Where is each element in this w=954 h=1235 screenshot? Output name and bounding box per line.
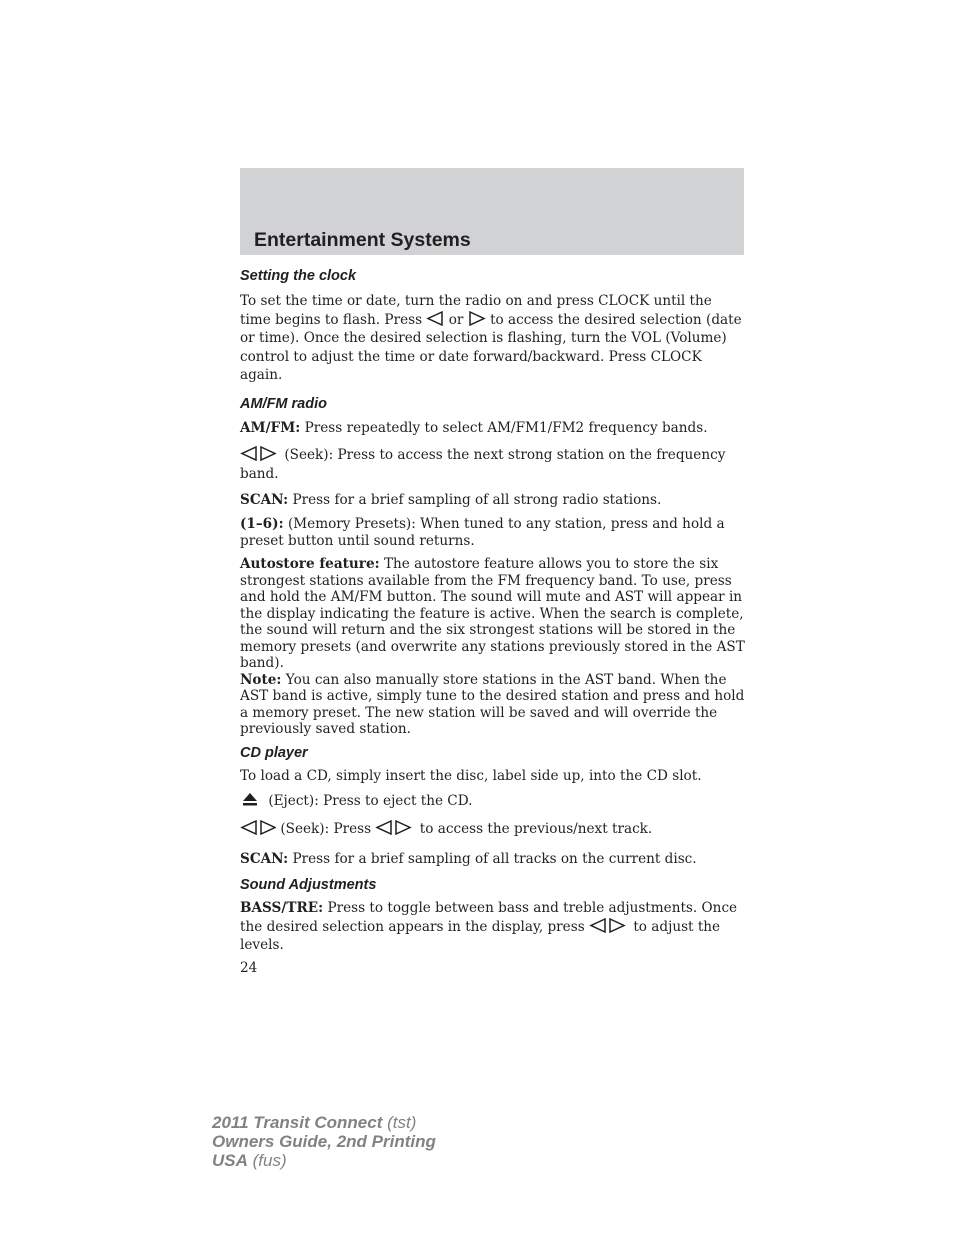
cd-scan-label: SCAN: bbox=[240, 851, 289, 867]
note-label: Note: bbox=[240, 671, 282, 688]
section-header-band bbox=[240, 168, 744, 255]
paragraph-amfm-seek bbox=[240, 446, 745, 483]
paragraph-autostore bbox=[240, 556, 745, 738]
amfm-text: Press repeatedly to select AM/FM1/FM2 frequency bands. bbox=[304, 420, 708, 436]
paragraph-cd-seek bbox=[240, 820, 745, 839]
footer-region: USA bbox=[212, 1151, 248, 1170]
cd-seek-text-b: to access the previous/next track. bbox=[419, 821, 653, 837]
paragraph-cd-eject bbox=[240, 792, 745, 810]
eject-icon bbox=[240, 792, 264, 807]
presets-label: (1–6): bbox=[240, 516, 284, 532]
paragraph-cd-scan bbox=[240, 851, 745, 868]
seek-left-icon bbox=[240, 820, 258, 835]
footer-model-code: (tst) bbox=[387, 1113, 417, 1132]
seek-right-icon bbox=[393, 820, 415, 835]
clock-text-or: or bbox=[448, 311, 464, 328]
paragraph-bass-treble bbox=[240, 899, 745, 955]
bass-text-a: Press to toggle between bass and treble adjustments. Once the desired selection appears in the display, press bbox=[240, 900, 738, 935]
cd-load-text: To load a CD, simply insert the disc, label side up, into the CD slot. bbox=[240, 768, 702, 784]
footer-region-code: (fus) bbox=[252, 1151, 287, 1170]
autostore-text: The autostore feature allows you to store the six strongest stations available from the FM frequency band. To use, press and hold the AM/FM button. The sound will mute and AST will appear in the display indicating the feature is active. When the search is complete, the sound will return and the six strongest stations will be stored in the memory presets (and overwrite any stations previously stored in the AST band). bbox=[240, 556, 745, 671]
seek-right-icon bbox=[258, 446, 280, 461]
cd-eject-text: (Eject): Press to eject the CD. bbox=[268, 793, 473, 809]
paragraph-amfm bbox=[240, 420, 745, 437]
clock-text-a: To set the time or date, turn the radio on and press CLOCK until the time begins to flash. Press bbox=[240, 293, 712, 328]
seek-left-icon bbox=[240, 446, 258, 461]
seek-left-icon bbox=[426, 311, 444, 326]
presets-text: (Memory Presets): When tuned to any station, press and hold a preset button until sound returns. bbox=[240, 516, 725, 549]
bass-label: BASS/TRE: bbox=[240, 900, 324, 916]
seek-right-icon bbox=[607, 918, 629, 933]
footer-guide: Owners Guide, 2nd Printing bbox=[212, 1132, 436, 1151]
clock-text-b: to access the desired selection (date or time). Once the desired selection is flashing, turn the VOL (Volume) control to adjust the time or date forward/backward. Press CLOCK again. bbox=[240, 311, 742, 383]
paragraph-cd-load bbox=[240, 768, 745, 785]
amfm-label: AM/FM: bbox=[240, 420, 301, 436]
seek-left-icon bbox=[375, 820, 393, 835]
heading-sound-adjustments: Sound Adjustments bbox=[240, 877, 377, 893]
cd-seek-text-a: (Seek): Press bbox=[280, 821, 372, 837]
heading-setting-clock: Setting the clock bbox=[240, 268, 357, 284]
footer-line-2 bbox=[212, 1132, 436, 1151]
footer-model: 2011 Transit Connect bbox=[212, 1113, 383, 1132]
footer-line-1 bbox=[212, 1113, 436, 1132]
amfm-seek-text: (Seek): Press to access the next strong station on the frequency band. bbox=[240, 447, 726, 482]
cd-scan-text: Press for a brief sampling of all tracks on the current disc. bbox=[292, 851, 697, 867]
amfm-scan-text: Press for a brief sampling of all strong radio stations. bbox=[292, 492, 662, 508]
footer-line-3 bbox=[212, 1151, 436, 1170]
paragraph-memory-presets bbox=[240, 516, 745, 549]
amfm-scan-label: SCAN: bbox=[240, 492, 289, 508]
page-number: 24 bbox=[240, 960, 258, 976]
autostore-label: Autostore feature: bbox=[240, 556, 380, 572]
seek-right-icon bbox=[258, 820, 276, 835]
paragraph-amfm-scan bbox=[240, 492, 745, 509]
note-text: You can also manually store stations in the AST band. When the AST band is active, simply tune to the desired station and press and hold a memory preset. The new station will be saved and will override the previously saved station. bbox=[240, 671, 745, 737]
paragraph-setting-clock bbox=[240, 292, 745, 385]
seek-left-icon bbox=[589, 918, 607, 933]
bass-text-b: to adjust the levels. bbox=[240, 918, 721, 953]
seek-right-icon bbox=[468, 311, 486, 326]
heading-amfm-radio: AM/FM radio bbox=[240, 396, 327, 412]
heading-cd-player: CD player bbox=[240, 745, 308, 761]
document-footer bbox=[212, 1113, 436, 1170]
section-title: Entertainment Systems bbox=[254, 229, 471, 251]
